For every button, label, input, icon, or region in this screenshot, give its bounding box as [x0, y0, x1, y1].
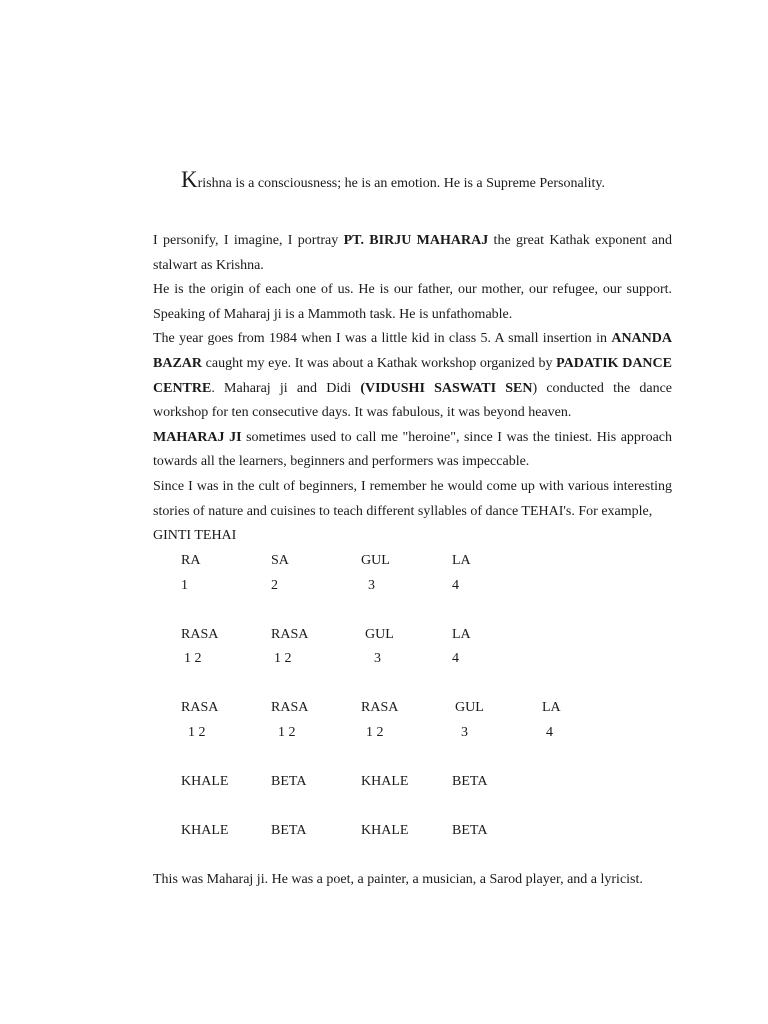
tehai-syllable: 1 2 — [188, 725, 206, 740]
tehai-syllable: 3 — [461, 725, 468, 740]
tehai-syllable: 1 — [181, 578, 188, 593]
bold-text-run: ANANDA BAZAR — [153, 331, 672, 371]
tehai-syllable: GUL — [361, 553, 390, 568]
tehai-syllable: BETA — [452, 774, 488, 789]
paragraph — [153, 278, 672, 327]
paragraph — [153, 327, 672, 425]
tehai-syllable: KHALE — [181, 823, 229, 838]
text-run: caught my eye. It was about a Kathak workshop organized by — [202, 355, 557, 371]
tehai-syllable: 4 — [452, 578, 459, 593]
tehai-syllable: RASA — [361, 700, 399, 715]
text-run: sometimes used to call me "heroine", since I was the tiniest. His approach towards all the learners, beginners and performers was impeccable. — [153, 429, 672, 470]
paragraph — [153, 229, 672, 278]
text-run: ) conducted the dance workshop for ten consecutive days. It was fabulous, it was beyond heaven. — [153, 380, 672, 421]
text-run: He is the origin of each one of us. He is our father, our mother, our refugee, our support. Speaking of Maharaj ji is a Mammoth task. He is unfathomable. — [153, 282, 672, 322]
tehai-syllable: BETA — [452, 823, 488, 838]
tehai-syllable: RASA — [181, 627, 219, 642]
tehai-syllable: 4 — [452, 651, 459, 666]
tehai-syllable: KHALE — [181, 774, 229, 789]
drop-cap-letter: K — [181, 167, 198, 192]
closing-sentence: This was Maharaj ji. He was a poet, a painter, a musician, a Sarod player, and a lyricist. — [153, 872, 643, 887]
tehai-syllable: 1 2 — [278, 725, 296, 740]
tehai-syllable: RASA — [181, 700, 219, 715]
tehai-syllable: RASA — [271, 700, 309, 715]
text-run: The year goes from 1984 when I was a little kid in class 5. A small insertion in — [153, 331, 612, 347]
tehai-syllable: BETA — [271, 774, 307, 789]
tehai-syllable: 3 — [374, 651, 381, 666]
text-run: . Maharaj ji and Didi — [211, 380, 361, 396]
text-run: Since I was in the cult of beginners, I remember he would come up with various interesting stories of nature and cuisines to teach different syllables of dance TEHAI's. For example, — [153, 478, 672, 519]
tehai-syllable: RASA — [271, 627, 309, 642]
opening-line-text: rishna is a consciousness; he is an emotion. He is a Supreme Personality. — [197, 176, 605, 191]
text-run: I personify, I imagine, I portray — [153, 233, 344, 248]
tehai-syllable: LA — [452, 627, 471, 642]
bold-text-run: PT. BIRJU MAHARAJ — [343, 233, 489, 248]
paragraph — [153, 475, 672, 524]
bold-text-run: PADATIK DANCE CENTRE — [153, 355, 672, 396]
tehai-syllable: RA — [181, 553, 201, 568]
tehai-syllable: GUL — [365, 627, 394, 642]
tehai-syllable: GUL — [455, 700, 484, 715]
tehai-syllable: SA — [271, 553, 289, 568]
tehai-syllable: 4 — [546, 725, 553, 740]
bold-text-run: MAHARAJ JI — [153, 429, 242, 445]
tehai-syllable: KHALE — [361, 774, 409, 789]
tehai-syllable: 1 2 — [366, 725, 384, 740]
bold-text-run: (VIDUSHI SASWATI SEN — [360, 380, 533, 396]
tehai-syllable: 1 2 — [274, 651, 292, 666]
example-heading: GINTI TEHAI — [153, 528, 237, 544]
tehai-syllable: 1 2 — [184, 651, 202, 666]
paragraph — [153, 426, 672, 475]
body-text — [153, 229, 672, 549]
opening-line — [181, 168, 605, 196]
tehai-syllable: KHALE — [361, 823, 409, 838]
tehai-syllable: LA — [452, 553, 471, 568]
tehai-syllable: 2 — [271, 578, 278, 593]
text-run: the great Kathak exponent and stalwart as Krishna. — [153, 233, 672, 273]
tehai-syllable: BETA — [271, 823, 307, 838]
tehai-syllable: LA — [542, 700, 561, 715]
tehai-syllable: 3 — [368, 578, 375, 593]
